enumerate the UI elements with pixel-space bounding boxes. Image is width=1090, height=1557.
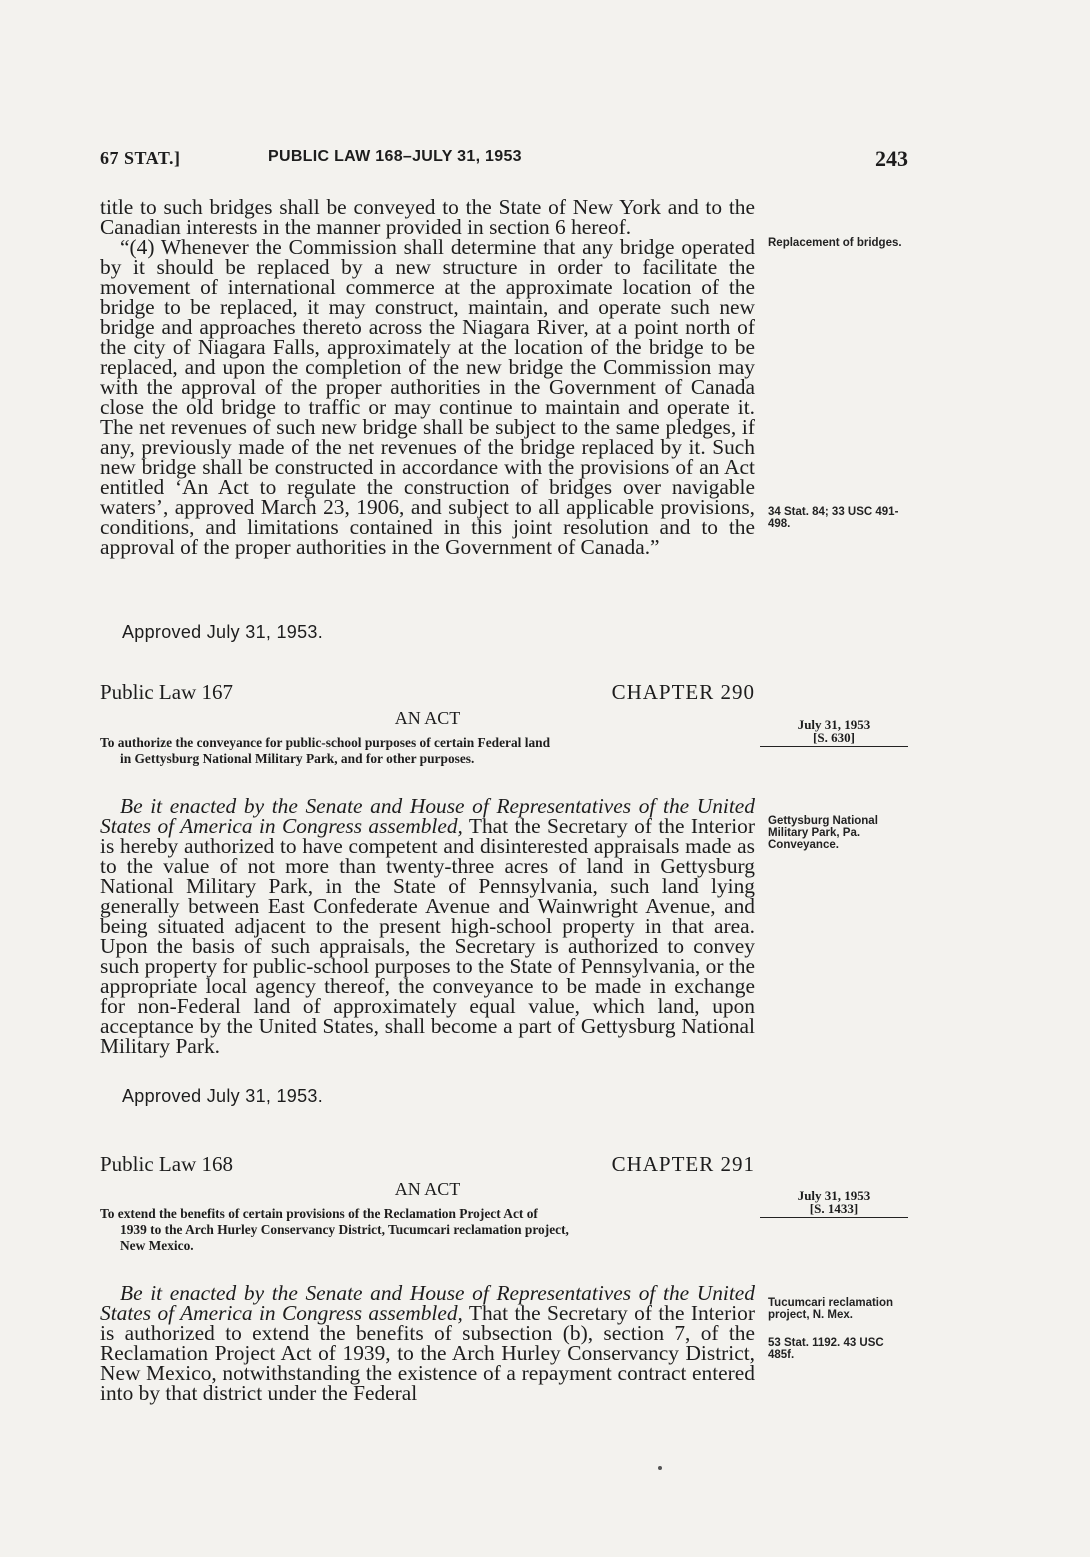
divider [760,746,908,747]
margin-note: Gettysburg National Military Park, Pa. Conveyance. [768,815,878,851]
margin-note: 34 Stat. 84; 33 USC 491-498. [768,506,899,530]
enacting-clause [100,1283,755,1403]
ink-speck [658,1466,662,1470]
enactment-date: July 31, 1953 [797,717,871,732]
page-number: 243 [875,146,908,171]
paragraph [100,796,755,1056]
paragraph: “(4) Whenever the Commission shall determine that any bridge operated by it should be replaced by a new structure in order to facilitate the movement of international commerce at the approximate location of the bridge to be replaced, it may construct, maintain, and operate such new bridge and approaches thereto across the Niagara River, at a point north of the city of Niagara Falls, approximately at the location of the bridge to be replaced, and upon the completion of the new bridge the Commission may with the approval of the proper authorities in the Government of Canada close the old bridge to traffic or may continue to maintain and operate it. The net revenues of such new bridge shall be subject to the same pledges, if any, previously made of the net revenues of the bridge replaced by it. Such new bridge shall be constructed in accordance with the provisions of an Act entitled ‘An Act to regulate the construction of bridges over navigable waters’, approved March 23, 1906, and subject to all applicable provisions, conditions, and limitations contained in this joint resolution and to the approval of the proper authorities in the Government of Canada.” [100,235,755,559]
an-act-heading: AN ACT [394,1179,461,1199]
margin-note: Replacement of bridges. [768,237,902,249]
statute-volume: 67 STAT.] [100,148,181,168]
an-act-heading: AN ACT [394,708,461,728]
divider [760,1217,908,1218]
paragraph [100,1283,755,1403]
act-body: That the Secretary of the Interior is authorized to extend the benefits of subsection (b), section 7, of the Reclamation Project Act of 1939, to the Arch Hurley Conservancy District, New Mexico, notwithstanding the existence of a repayment contract entered into by that district under the Federal [100,1301,755,1405]
enacting-formula: Be it enacted by the Senate and House of Representatives of the United States of America in Congress assembled, [100,1281,755,1325]
law-heading [100,680,755,706]
bill-number: [S. 630] [813,730,855,745]
margin-note: 53 Stat. 1192. 43 USC 485f. [768,1337,884,1361]
paragraph: title to such bridges shall be conveyed to the State of New York and to the Canadian interests in the manner provided in section 6 hereof. [100,195,755,239]
chapter-number: CHAPTER 291 [611,1152,755,1176]
enacting-formula: Be it enacted by the Senate and House of Representatives of the United States of America in Congress assembled, [100,794,755,838]
public-law-number: Public Law 168 [100,1152,233,1176]
margin-note: Tucumcari reclamation project, N. Mex. [768,1297,894,1321]
approval-line: Approved July 31, 1953. [122,622,324,642]
approval-line: Approved July 31, 1953. [122,1086,324,1106]
continued-text [100,197,755,557]
enacting-clause [100,796,755,1056]
public-law-number: Public Law 167 [100,680,233,704]
running-header [100,148,908,176]
chapter-number: CHAPTER 290 [611,680,755,704]
bill-number: [S. 1433] [809,1201,859,1216]
date-note [760,718,908,747]
act-body: That the Secretary of the Interior is hereby authorized to have competent and disinterested appraisals made as to the value of not more than twenty-three acres of land in Gettysburg National Military Park, in the State of Pennsylvania, such land lying generally between East Confederate Avenue and Wainwright Avenue, and being situated adjacent to the present high-school property in that area. Upon the basis of such appraisals, the Secretary is authorized to convey such property for public-school purposes to the State of Pennsylvania, or the appropriate local agency thereof, the conveyance to be made in exchange for non-Federal land of approximately equal value, which land, upon acceptance by the United States, shall become a part of Gettysburg National Military Park. [100,814,755,1058]
act-purpose: To authorize the conveyance for public-school purposes of certain Federal land in Gettysburg National Military Park, and for other purposes. [100,735,551,766]
header-title: PUBLIC LAW 168–JULY 31, 1953 [268,148,522,165]
enactment-date: July 31, 1953 [797,1188,871,1203]
law-heading [100,1152,755,1178]
act-purpose: To extend the benefits of certain provisions of the Reclamation Project Act of 1939 to the Arch Hurley Conservancy District, Tucumcari reclamation project, New Mexico. [100,1206,569,1253]
date-note [760,1189,908,1218]
